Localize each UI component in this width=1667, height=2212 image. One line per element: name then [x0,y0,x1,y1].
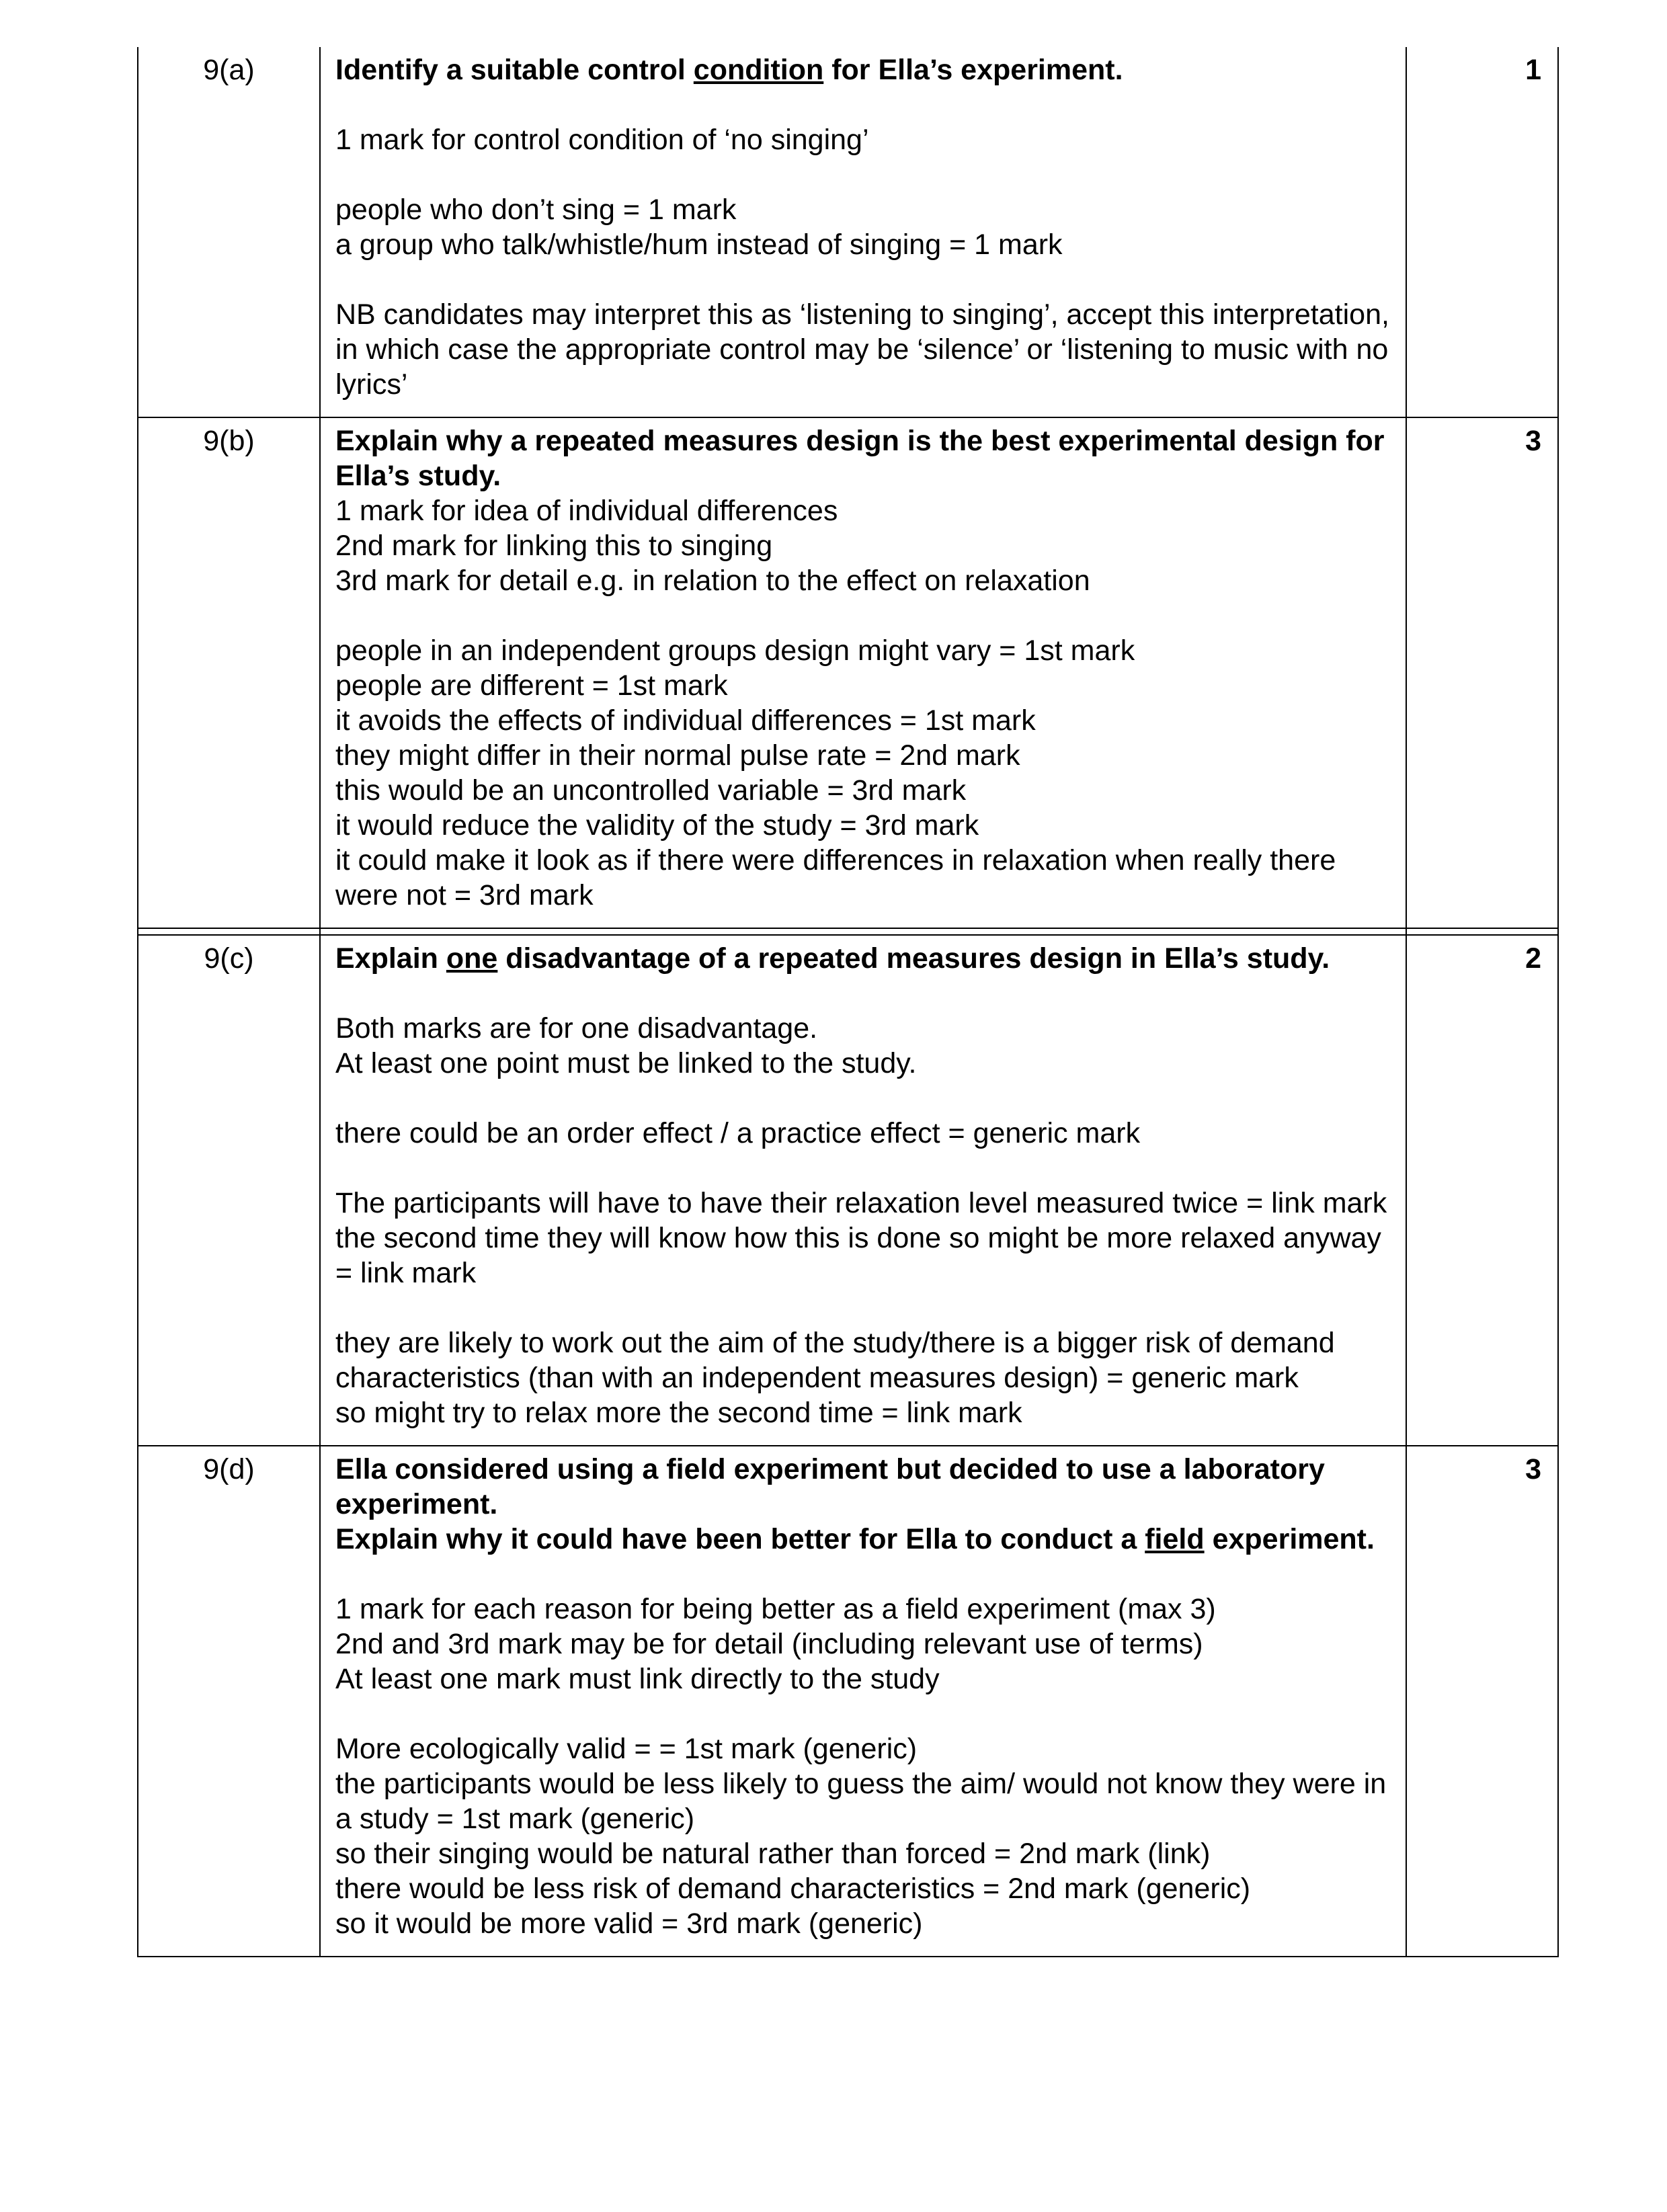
guidance-line: they might differ in their normal pulse rate = 2nd mark [335,739,1020,772]
marks-value: 1 [1406,47,1558,417]
guidance-line: a group who talk/whistle/hum instead of singing = 1 mark [335,229,1063,261]
guidance-line: 1 mark for idea of individual differences [335,495,838,527]
guidance-block [335,1731,1395,1941]
marks-value: 3 [1406,417,1558,928]
answer-cell [320,417,1406,928]
table-row [138,417,1558,928]
table-row [138,935,1558,1446]
guidance-block [335,1592,1391,1696]
guidance-line: 1 mark for each reason for being better as a field experiment (max 3) [335,1593,1216,1625]
guidance-block [335,633,1391,913]
guidance-line: Both marks are for one disadvantage. [335,1012,818,1044]
guidance-line: 2nd and 3rd mark may be for detail (including relevant use of terms) [335,1628,1203,1660]
guidance-block [335,192,1391,262]
table-row [138,47,1558,417]
guidance-line: the second time they will know how this is done so might be more relaxed anyway = link mark [335,1222,1389,1289]
question-text: Explain why a repeated measures design is the best experimental design for Ella’s study. [335,425,1385,492]
guidance-block [335,1011,1391,1081]
guidance-line: so might try to relax more the second time = link mark [335,1397,1022,1429]
question-number: 9(d) [138,1446,320,1957]
guidance-line: 2nd mark for linking this to singing [335,530,773,562]
guidance-line: The participants will have to have their relaxation level measured twice = link mark [335,1187,1387,1219]
mark-scheme-table [137,47,1559,1957]
guidance-line: it would reduce the validity of the study = 3rd mark [335,809,979,842]
question-text: Identify a suitable control condition for Ella’s experiment. [335,54,1123,86]
guidance-line: they are likely to work out the aim of the study/there is a bigger risk of demand characteristics (than with an independent measures design) = generic mark [335,1327,1343,1394]
marks-value: 3 [1406,1446,1558,1957]
guidance-line: the participants would be less likely to guess the aim/ would not know they were in a study = 1st mark (generic) [335,1768,1395,1835]
guidance-line: At least one mark must link directly to the study [335,1663,940,1695]
guidance-line: there would be less risk of demand characteristics = 2nd mark (generic) [335,1873,1251,1905]
marks-value: 2 [1406,935,1558,1446]
guidance-block [335,1116,1391,1151]
guidance-line: people who don’t sing = 1 mark [335,194,737,226]
guidance-block [335,1325,1391,1430]
emphasis-word: condition [693,54,824,86]
question-text: Ella considered using a field experiment but decided to use a laboratory experiment. Explain why it could have been better for Ella to conduct a field experiment. [335,1453,1375,1555]
question-text: Explain one disadvantage of a repeated measures design in Ella’s study. [335,942,1330,975]
guidance-line: At least one point must be linked to the study. [335,1047,917,1079]
guidance-line: people in an independent groups design might vary = 1st mark [335,634,1135,667]
guidance-line: so it would be more valid = 3rd mark (generic) [335,1908,923,1940]
guidance-line: this would be an uncontrolled variable = 3rd mark [335,774,967,807]
guidance-line: it avoids the effects of individual differences = 1st mark [335,704,1036,737]
answer-cell [320,1446,1406,1957]
table-row [138,1446,1558,1957]
emphasis-word: field [1145,1523,1205,1555]
guidance-line: it could make it look as if there were differences in relaxation when really there were not = 3rd mark [335,844,1344,911]
guidance-block [335,297,1397,402]
emphasis-word: one [446,942,498,975]
guidance-line: there could be an order effect / a practice effect = generic mark [335,1117,1141,1149]
question-number: 9(b) [138,417,320,928]
question-number: 9(c) [138,935,320,1446]
guidance-line: 1 mark for control condition of ‘no singing’ [335,124,869,156]
guidance-line: people are different = 1st mark [335,669,728,702]
question-number: 9(a) [138,47,320,417]
guidance-line: NB candidates may interpret this as ‘listening to singing’, accept this interpretation, in which case the appropriate control may be ‘silence’ or ‘listening to music with no lyrics’ [335,298,1397,401]
answer-cell [320,935,1406,1446]
row-separator [138,928,1558,935]
guidance-line: so their singing would be natural rather than forced = 2nd mark (link) [335,1838,1211,1870]
guidance-line: 3rd mark for detail e.g. in relation to the effect on relaxation [335,565,1090,597]
guidance-block [335,493,1391,598]
guidance-line: More ecologically valid = = 1st mark (generic) [335,1733,918,1765]
answer-cell [320,47,1406,417]
guidance-block [335,122,1391,157]
guidance-block [335,1186,1391,1291]
